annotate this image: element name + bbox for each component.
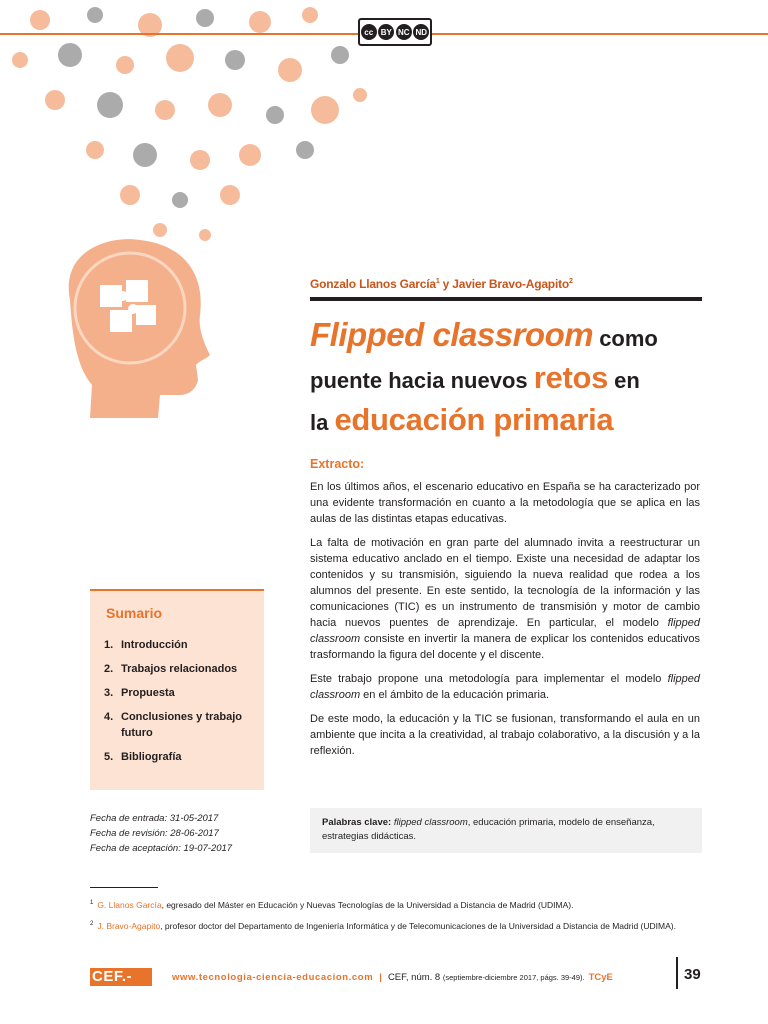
footnote-ref[interactable]: 2 [569, 278, 573, 285]
footnotes [90, 896, 676, 938]
journal-brand: TCyE [588, 972, 613, 983]
author-name: Javier Bravo-Agapito [452, 277, 570, 291]
footnote-rule [90, 887, 158, 888]
summary-item[interactable]: 4. Conclusiones y trabajo futuro [104, 711, 243, 739]
nc-icon: NC [396, 24, 412, 40]
keyword-term: flipped classroom [393, 817, 468, 828]
article-title [310, 316, 710, 442]
summary-item[interactable]: 2. Trabajos relacionados [104, 663, 238, 675]
abstract-paragraph: En los últimos años, el escenario educativo en España se ha caracterizado por una evidente transformación en cuanto a la metodología que se aplica en las aulas de las distintas etapas educativas. [310, 481, 700, 525]
by-icon: BY [378, 24, 394, 40]
date-revised: Fecha de revisión: 28-06-2017 [90, 828, 219, 839]
abstract-paragraph: La falta de motivación en gran parte del alumnado invita a reestructurar un sistema educativo anclado en el tiempo. Existe una necesidad de adaptar los contenidos y su transmisión, siguiendo la nueva realidad que rodea a los alumnos del presente. En este sentido, la tecnología de la información y las comunicaciones (TIC) es un instrumento de transmisión y motor de cambio hacia nuevos puentes de aprendizaje. En particular, el modelo flipped classroom consiste en invertir la manera de explicar los contenidos educativos trasformando la figura del docente y el discente. [310, 537, 700, 661]
summary-box [90, 589, 264, 790]
abstract-paragraph: Este trabajo propone una metodología para implementar el modelo flipped classroom en el ámbito de la educación primaria. [310, 673, 700, 701]
date-accepted: Fecha de aceptación: 19-07-2017 [90, 843, 233, 854]
title-part: puente hacia nuevos [310, 368, 534, 393]
title-part: en [608, 368, 640, 393]
title-part: educación primaria [334, 402, 614, 437]
footnote-ref[interactable]: 1 [435, 278, 440, 285]
footnote: $^2$ J. Bravo-Agapito, profesor doctor del Departamento de Ingeniería Informática y de Telecomunicaciones de la Universidad a Distancia de Madrid (UDIMA). [90, 920, 676, 931]
summary-item[interactable]: 3. Propuesta [104, 687, 175, 699]
keywords-box [310, 808, 702, 853]
author-joiner: y [439, 277, 453, 291]
cef-logo: CEF.- [90, 968, 152, 986]
footer-citation: www.tecnologia-ciencia-educacion.com | CEF, núm. 8 (septiembre-diciembre 2017, págs. 39-49). TCyE [172, 972, 613, 983]
author-name: Gonzalo Llanos García [310, 277, 436, 291]
science-icons-cloud [12, 7, 367, 241]
title-part: la [310, 410, 335, 435]
keywords-label: Palabras clave: [322, 817, 392, 828]
title-part: retos [533, 360, 609, 395]
cc-license-badge[interactable] [358, 18, 432, 46]
footer-divider [676, 957, 678, 989]
head-silhouette [69, 239, 210, 418]
keywords-rest: , educación primaria, modelo de enseñanza, estrategias didácticas. [322, 817, 655, 842]
article-dates [90, 811, 232, 856]
cc-icon: cc [361, 24, 377, 40]
summary-item[interactable]: 5. Bibliografía [104, 751, 182, 763]
abstract-body [310, 479, 700, 767]
abstract-heading: Extracto: [310, 457, 365, 471]
title-rule [310, 297, 702, 301]
article-authors [310, 277, 573, 291]
title-part: como [593, 326, 658, 351]
summary-heading: Sumario [106, 605, 163, 621]
title-part: Flipped classroom [310, 316, 594, 353]
abstract-paragraph: De este modo, la educación y la TIC se fusionan, transformando el aula en un ambiente que incita a la creatividad, al trabajo colaborativo, a la discusión y a la reflexión. [310, 713, 700, 757]
summary-list [104, 637, 254, 773]
nd-icon: ND [413, 24, 429, 40]
page-number: 39 [684, 966, 701, 983]
website-link[interactable]: www.tecnologia-ciencia-educacion.com [172, 972, 374, 983]
footnote: $^1$ G. Llanos García, egresado del Máster en Educación y Nuevas Tecnologías de la Universidad a Distancia de Madrid (UDIMA). [90, 899, 574, 910]
date-received: Fecha de entrada: 31-05-2017 [90, 813, 219, 824]
summary-item[interactable]: 1. Introducción [104, 639, 188, 651]
